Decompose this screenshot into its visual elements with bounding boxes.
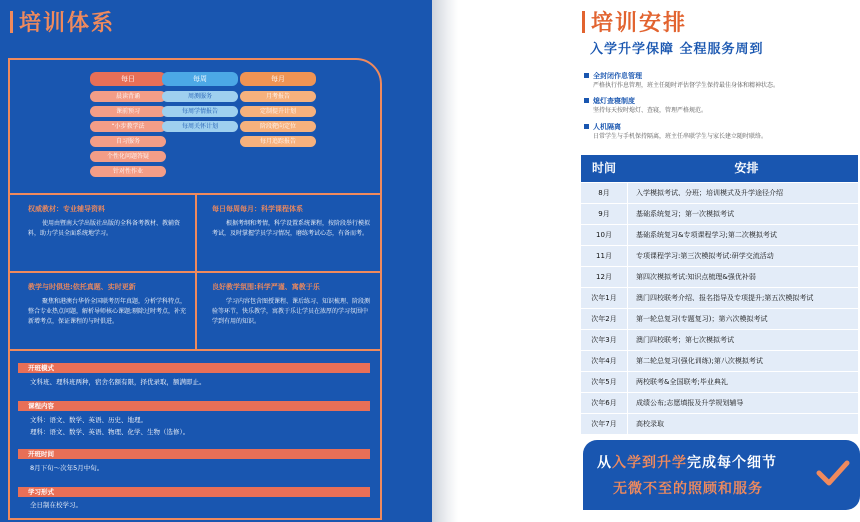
daily-item: 针对性作业 <box>90 166 166 177</box>
info-text: 8月下旬～次年5月中旬。 <box>30 464 104 472</box>
daily-item: 课前预习 <box>90 106 166 117</box>
atmosphere-block: 良好教学氛围:科学严谨、寓教于乐 学习内容包含图授课程、课后练习、知识梳理、阶段测验等环节，快乐教学，寓教于乐让学员在浓厚的学习氛围中学到有用的知识。 <box>212 283 371 325</box>
right-page <box>458 0 860 522</box>
info-text: 文科班、理科班两种，宿舍名额有限，择优录取，额满即止。 <box>30 378 206 386</box>
weekly-item: 周测服务 <box>162 91 238 102</box>
table-row: 次年5月 两校联考&全国联考;毕业典礼 <box>581 372 858 392</box>
weekly-column <box>162 72 238 136</box>
table-row: 12月 第四次模拟考试:知识点梳理&强优补弱 <box>581 267 858 287</box>
bullet-square-icon <box>584 98 589 103</box>
table-row: 次年4月 第二轮总复习(强化训练);第八次模拟考试 <box>581 351 858 371</box>
curriculum-block: 每日每周每月：科学课程体系 根据考纲和考情，科学设置系统课程，按阶段举行模拟考试，及时掌握学员学习情况，磨练考试心态，有备而考。 <box>212 205 371 237</box>
bullet-item: 全封闭作息管理 严格执行作息管理，班主任随时评估督学生保持最佳身体和精神状态。 <box>584 72 779 90</box>
weekly-item: 每周学情报告 <box>162 106 238 117</box>
bullet-square-icon <box>584 73 589 78</box>
schedule-table <box>581 155 858 434</box>
monthly-item: 阶段靶向定位 <box>240 121 316 132</box>
weekly-item: 每周关怀计划 <box>162 121 238 132</box>
table-row: 次年7月 高校录取 <box>581 414 858 434</box>
monthly-item: 定制提升计划 <box>240 106 316 117</box>
left-title: 培训体系 <box>10 6 115 37</box>
daily-item: “小步教学法 <box>90 121 166 132</box>
info-label: 课程内容 <box>18 401 370 411</box>
daily-item: 自习服务 <box>90 136 166 147</box>
monthly-item: 月考报告 <box>240 91 316 102</box>
teaching-block: 教学与时俱进:依托真题、实时更新 聚焦和港澳台华侨全国联考历年真题，分析学科特点，整合专业热点问题，解析导师核心课题;剔除过时考点，补充新增考点，保证课程的与时俱进。 <box>28 283 187 325</box>
info-label: 开班模式 <box>18 363 370 373</box>
checkmark-icon <box>815 458 851 488</box>
table-row: 次年3月 澳门四校联考；第七次模拟考试 <box>581 330 858 350</box>
daily-header: 每日 <box>90 72 166 86</box>
header-plan: 安排 <box>734 161 759 175</box>
info-text: 理科：语文、数学、英语、物理、化学、生物（选修）。 <box>30 428 190 436</box>
table-row: 次年2月 第一轮总复习(专题复习)；第六次模拟考试 <box>581 309 858 329</box>
table-row: 11月 专项课程学习:第三次模拟考试:研学交流活动 <box>581 246 858 266</box>
divider <box>195 193 197 351</box>
table-header <box>581 155 858 182</box>
table-row: 次年6月 成绩公布;志愿填报及升学规划辅导 <box>581 393 858 413</box>
book-spine <box>432 0 458 522</box>
monthly-header: 每月 <box>240 72 316 86</box>
header-time: 时间 <box>592 161 617 175</box>
bullet-item: 人机隔离 日常学生与手机保持隔离，班主任串联学生与家长建立随时联络。 <box>584 123 767 141</box>
table-row: 次年1月 澳门四校联考介绍、报名指导及专项提升;第五次模拟考试 <box>581 288 858 308</box>
table-row: 9月 基础系统复习；第一次模拟考试 <box>581 204 858 224</box>
bullet-item: 熄灯查寝制度 坚持每天按时熄灯、查寝，管理严格规范。 <box>584 97 707 115</box>
monthly-column <box>240 72 316 151</box>
slogan-banner <box>583 440 860 510</box>
daily-item: 个性化问题答疑 <box>90 151 166 162</box>
info-label: 开班时间 <box>18 449 370 459</box>
monthly-item: 每月追踪报告 <box>240 136 316 147</box>
slogan-line2: 无微不至的照顾和服务 <box>613 481 763 497</box>
info-text: 文科：语文、数学、英语、历史、地理。 <box>30 416 147 424</box>
textbook-block: 权威教材：专业辅导资料 使用由暨南大学出版社出版的全科备考教材、教辅资料，助力学员全面系统地学习。 <box>28 205 181 237</box>
daily-item: 晨读背诵 <box>90 91 166 102</box>
slogan-line1: 从入学到升学完成每个细节 <box>597 455 777 471</box>
info-label: 学习形式 <box>18 487 370 497</box>
right-title: 培训安排 <box>582 6 687 37</box>
table-row: 8月 入学模拟考试、分班；培训模式及升学途径介绍 <box>581 183 858 203</box>
table-row: 10月 基础系统复习&专项课程学习;第二次模拟考试 <box>581 225 858 245</box>
weekly-header: 每周 <box>162 72 238 86</box>
daily-column <box>90 72 166 181</box>
info-text: 全日制在校学习。 <box>30 501 82 509</box>
right-subtitle: 入学升学保障 全程服务周到 <box>590 42 764 57</box>
bullet-square-icon <box>584 124 589 129</box>
